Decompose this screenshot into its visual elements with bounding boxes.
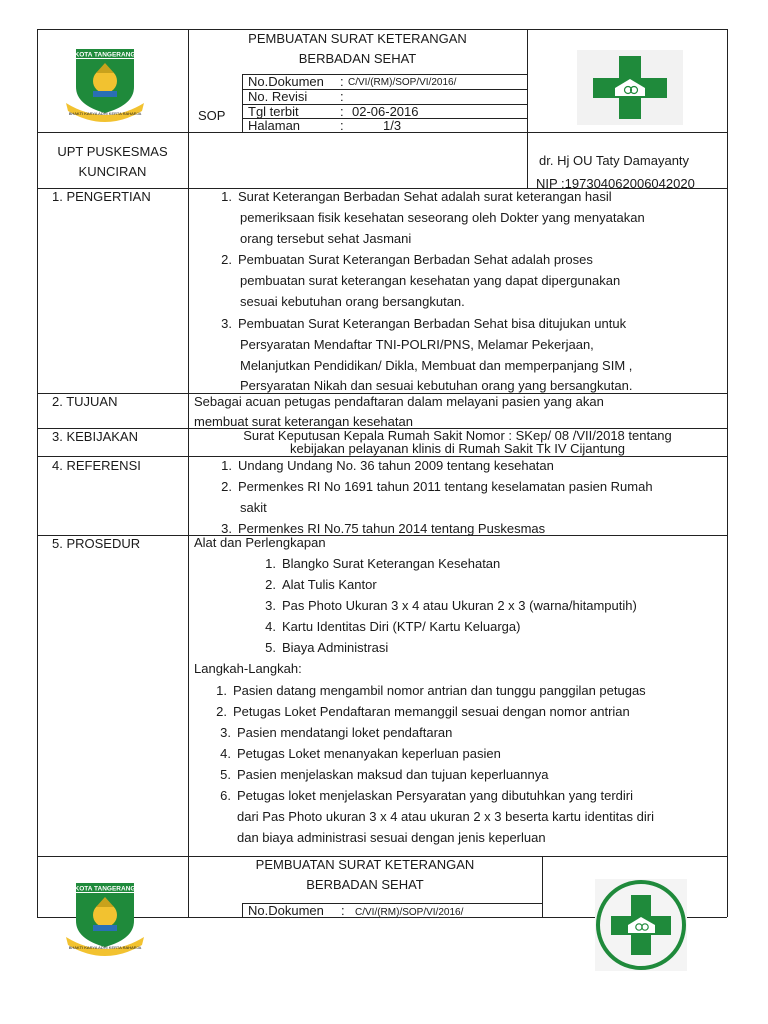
list-text: Petugas loket menjelaskan Persyaratan yang dibutuhkan yang terdiri xyxy=(237,788,634,803)
signer-name: dr. Hj OU Taty Damayanty xyxy=(539,153,690,168)
list-text-cont: dari Pas Photo ukuran 3 x 4 atau ukuran 2 x 3 beserta kartu identitas diri xyxy=(237,809,654,824)
list-text-cont: sesuai kebutuhan orang bersangkutan. xyxy=(240,294,465,309)
list-number: 2. xyxy=(221,479,232,494)
list-number: 2. xyxy=(221,252,232,267)
meta-sep: : xyxy=(340,118,344,133)
kebijakan-text: kebijakan pelayanan klinis di Rumah Sakit Tk IV Cijantung xyxy=(289,441,626,456)
list-item xyxy=(209,785,633,806)
list-text-cont: orang tersebut sehat Jasmani xyxy=(240,231,412,246)
tujuan-text: membuat surat keterangan kesehatan xyxy=(194,414,413,429)
document-title-line1: PEMBUATAN SURAT KETERANGAN xyxy=(248,31,467,46)
list-text: Pasien datang mengambil nomor antrian dan tunggu panggilan petugas xyxy=(233,683,646,698)
org-name-line1: UPT PUSKESMAS xyxy=(57,144,168,159)
list-text: Surat Keterangan Berbadan Sehat adalah surat keterangan hasil xyxy=(238,189,612,204)
list-item xyxy=(209,722,452,743)
list-text-cont: Persyaratan Nikah dan sesuai kebutuhan orang yang bersangkutan. xyxy=(240,378,633,393)
list-item xyxy=(205,701,630,722)
kebijakan-text: Surat Keputusan Kepala Rumah Sakit Nomor : SKep/ 08 /VII/2018 tentang xyxy=(243,428,672,443)
list-text: Alat Tulis Kantor xyxy=(282,577,377,592)
kota-tangerang-logo xyxy=(62,47,148,130)
list-text-cont: dan biaya administrasi sesuai dengan jenis keperluan xyxy=(237,830,546,845)
meta-label: Halaman xyxy=(248,118,301,133)
sop-label: SOP xyxy=(198,108,226,123)
list-text: Pembuatan Surat Keterangan Berbadan Sehat adalah proses xyxy=(238,252,593,267)
list-text: Kartu Identitas Diri (KTP/ Kartu Keluarga) xyxy=(282,619,521,634)
list-text: Pasien mendatangi loket pendaftaran xyxy=(237,725,453,740)
section-label-prosedur: 5. PROSEDUR xyxy=(52,536,141,551)
logo-title-text: KOTA TANGERANG xyxy=(74,51,136,59)
list-text: Pasien menjelaskan maksud dan tujuan keperluannya xyxy=(237,767,549,782)
table-border xyxy=(527,29,528,188)
table-border xyxy=(37,856,38,917)
table-border xyxy=(727,29,728,856)
section-label-referensi: 4. REFERENSI xyxy=(52,458,141,473)
list-text-cont: Melanjutkan Pendidikan/ Dikla, Membuat dan memperpanjang SIM , xyxy=(240,358,633,373)
list-item xyxy=(254,595,637,616)
list-text-cont: Persyaratan Mendaftar TNI-POLRI/PNS, Melamar Pekerjaan, xyxy=(240,337,594,352)
meta-value: 1/3 xyxy=(383,118,402,133)
list-number: 1. xyxy=(216,683,227,698)
table-border xyxy=(542,856,543,917)
list-number: 3. xyxy=(265,598,276,613)
list-text: Pas Photo Ukuran 3 x 4 atau Ukuran 2 x 3 (warna/hitamputih) xyxy=(282,598,637,613)
list-text: Permenkes RI No 1691 tahun 2011 tentang keselamatan pasien Rumah xyxy=(238,479,653,494)
list-number: 5. xyxy=(220,767,231,782)
section-label-tujuan: 2. TUJUAN xyxy=(52,394,118,409)
list-text: Permenkes RI No.75 tahun 2014 tentang Puskesmas xyxy=(238,521,546,536)
logo-title-text: KOTA TANGERANG xyxy=(74,885,136,893)
table-border xyxy=(242,74,243,132)
list-item xyxy=(254,574,377,595)
list-number: 4. xyxy=(220,746,231,761)
footer-doc-value: C/VI/(RM)/SOP/VI/2016/ xyxy=(355,907,464,918)
puskesmas-round-logo xyxy=(595,879,687,976)
list-number: 6. xyxy=(220,788,231,803)
section-label-pengertian: 1. PENGERTIAN xyxy=(52,189,151,204)
list-item xyxy=(254,637,388,658)
footer-doc-label: No.Dokumen xyxy=(248,903,324,918)
meta-value: C/VI/(RM)/SOP/VI/2016/ xyxy=(348,77,457,88)
logo-motto-text: BHAKTI KARYA ADHI KERTA RAHARJA xyxy=(68,945,142,950)
list-number: 3. xyxy=(220,725,231,740)
table-border xyxy=(37,29,727,30)
alat-heading: Alat dan Perlengkapan xyxy=(194,535,326,550)
list-text-cont: sakit xyxy=(240,500,267,515)
list-item xyxy=(210,476,653,497)
meta-label: Tgl terbit xyxy=(248,104,299,119)
list-number: 1. xyxy=(221,458,232,473)
list-number: 1. xyxy=(221,189,232,204)
list-number: 3. xyxy=(221,316,232,331)
section-label-kebijakan: 3. KEBIJAKAN xyxy=(52,429,138,444)
list-item xyxy=(210,313,626,334)
list-item xyxy=(210,249,593,270)
footer-title-line1: PEMBUATAN SURAT KETERANGAN xyxy=(255,857,475,872)
footer-doc-sep: : xyxy=(341,903,345,918)
list-text: Undang Undang No. 36 tahun 2009 tentang kesehatan xyxy=(238,458,554,473)
document-title-line2: BERBADAN SEHAT xyxy=(298,51,417,66)
list-number: 1. xyxy=(265,556,276,571)
list-text: Blangko Surat Keterangan Kesehatan xyxy=(282,556,501,571)
list-text: Pembuatan Surat Keterangan Berbadan Sehat bisa ditujukan untuk xyxy=(238,316,627,331)
list-item xyxy=(209,764,548,785)
list-number: 2. xyxy=(265,577,276,592)
footer-title-line2: BERBADAN SEHAT xyxy=(306,877,424,892)
table-border xyxy=(727,856,728,917)
meta-label: No.Dokumen xyxy=(248,74,324,89)
list-text: Biaya Administrasi xyxy=(282,640,389,655)
meta-label: No. Revisi xyxy=(248,89,308,104)
list-text: Petugas Loket Pendaftaran memanggil sesuai dengan nomor antrian xyxy=(233,704,630,719)
table-border xyxy=(242,903,243,917)
list-number: 4. xyxy=(265,619,276,634)
org-name-line2: KUNCIRAN xyxy=(78,164,147,179)
signer-nip: NIP :197304062006042020 xyxy=(536,176,695,191)
tujuan-text: Sebagai acuan petugas pendaftaran dalam melayani pasien yang akan xyxy=(194,394,604,409)
meta-sep: : xyxy=(340,74,344,89)
list-item xyxy=(210,186,612,207)
kota-tangerang-logo-footer xyxy=(62,881,148,964)
langkah-heading: Langkah-Langkah: xyxy=(194,661,302,676)
list-number: 3. xyxy=(221,521,232,536)
list-number: 5. xyxy=(265,640,276,655)
list-item xyxy=(205,680,646,701)
list-item xyxy=(254,553,500,574)
meta-sep: : xyxy=(340,89,344,104)
table-border xyxy=(37,132,727,133)
logo-motto-text: BHAKTI KARYA ADHI KERTA RAHARJA xyxy=(68,111,142,116)
list-item xyxy=(209,743,501,764)
list-text-cont: pembuatan surat keterangan kesehatan yang dapat dipergunakan xyxy=(240,273,621,288)
meta-value: 02-06-2016 xyxy=(352,104,419,119)
meta-sep: : xyxy=(340,104,344,119)
list-item xyxy=(254,616,520,637)
list-number: 2. xyxy=(216,704,227,719)
list-item xyxy=(210,455,554,476)
puskesmas-logo xyxy=(577,50,683,130)
list-text: Petugas Loket menanyakan keperluan pasien xyxy=(237,746,501,761)
list-text-cont: pemeriksaan fisik kesehatan seseorang oleh Dokter yang menyatakan xyxy=(240,210,645,225)
